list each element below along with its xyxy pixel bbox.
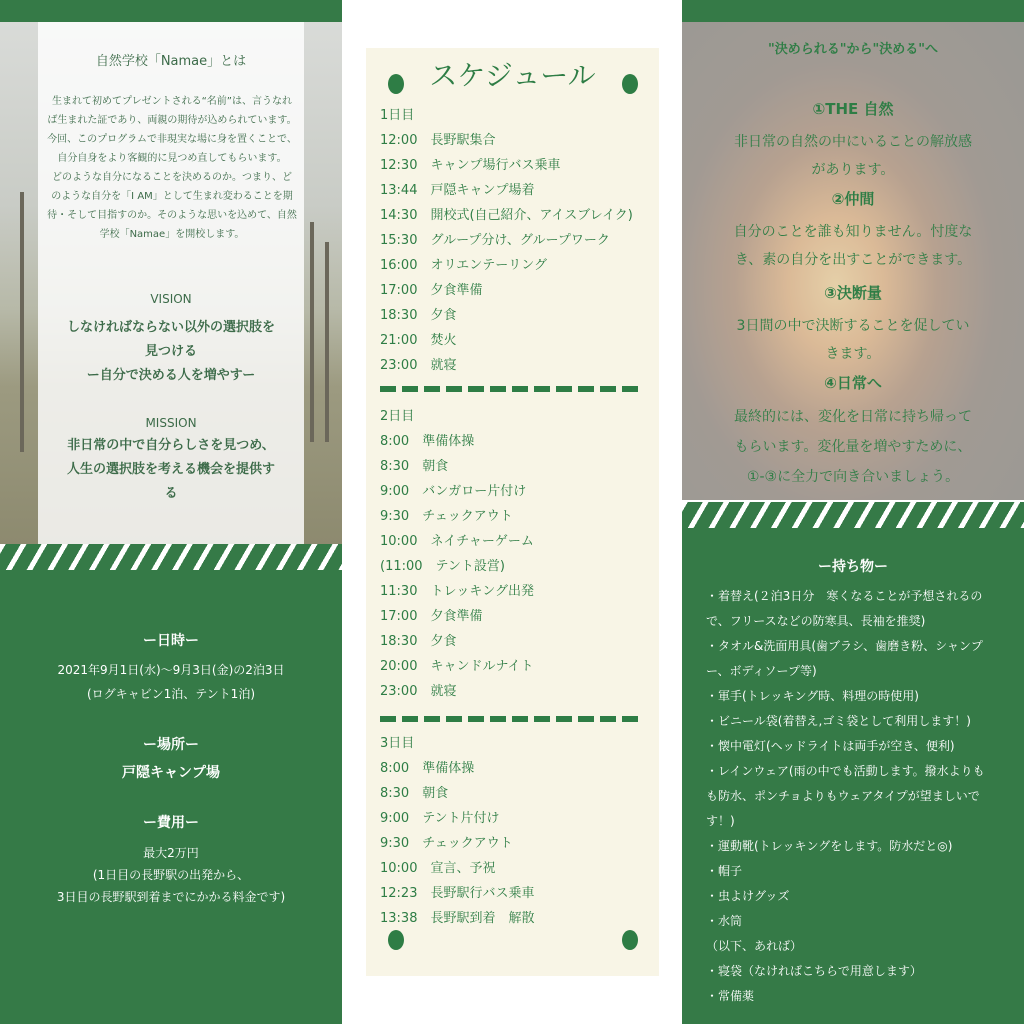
mission-text [38,434,304,506]
point3-text [682,312,1024,368]
point4-line: 最終的には、変化を日常に持ち帰って [734,409,972,425]
items-heading: ー持ち物ー [818,559,888,575]
date-line: (ログキャビン1泊、テント1泊) [86,687,256,701]
stripe-divider [682,502,1024,528]
item-line: ・レインウェア(雨の中でも活動します。撥水よりも [706,764,985,778]
about-card [38,22,304,544]
mission-heading: MISSION [145,416,197,430]
right-panel [682,0,1024,1024]
schedule-row: 23:00 就寝 [380,684,457,699]
top-bar [682,0,1024,22]
point4-line: もらいます。変化量を増やすために、 [734,439,972,455]
place-value: 戸隠キャンプ場 [122,765,220,781]
day-label: 1日目 [380,108,415,123]
item-line: ・寝袋（なければこちらで用意します） [706,964,922,978]
date-line: 2021年9月1日(水)〜9月3日(金)の2泊3日 [57,663,285,677]
schedule-row: 10:00 宣言、予祝 [380,861,496,876]
schedule-row: 12:00 長野駅集合 [380,133,496,148]
cost-line: 最大2万円 [143,846,199,860]
cost-line: 3日目の長野駅到着までにかかる料金です) [56,890,286,904]
dashed-divider [380,716,640,722]
point1-text [682,128,1024,184]
schedule-row: 20:00 キャンドルナイト [380,659,534,674]
point3-line: きます。 [825,346,881,362]
schedule-row: 9:30 チェックアウト [380,509,513,524]
point2-line: き、素の自分を出すことができます。 [734,252,972,268]
item-line: ・タオル&洗面用具(歯ブラシ、歯磨き粉、シャンプ [706,639,983,653]
schedule-title: スケジュール [429,59,596,92]
mission-line: 人生の選択肢を考える機会を提供す [66,462,275,477]
item-line: ・軍手(トレッキング時、料理の時使用) [706,689,919,703]
vision-line: しなければならない以外の選択肢を [66,320,275,335]
dot-decoration [388,930,404,950]
about-line: 自分自身をより客観的に見つめ直してもらいます。 [57,153,287,164]
item-line: （以下、あれば） [706,939,803,953]
vision-line: ー自分で決める人を増やすー [86,368,256,383]
schedule-row: 8:00 準備体操 [380,761,475,776]
point4-heading: ④日常へ [824,374,882,392]
item-line: ・着替え(２泊3日分 寒くなることが予想されるの [706,589,983,603]
vision-text [38,316,304,388]
point3-heading: ③決断量 [824,284,882,302]
photo-overlay [682,22,1024,500]
schedule-row: 15:30 グループ分け、グループワーク [380,233,610,248]
schedule-row: 11:30 トレッキング出発 [380,584,534,599]
about-line: 学校「Namae」を開校します。 [99,229,245,240]
schedule-row: 16:00 オリエンテーリング [380,258,547,273]
item-line: ・運動靴(トレッキングをします。防水だと◎) [706,839,953,853]
vision-line: 見つける [144,344,197,359]
about-line: どのような自分になることを決めるのか。つまり、ど [52,172,292,183]
day-label: 3日目 [380,736,415,751]
items-section [682,528,1024,1024]
schedule-row: 14:30 開校式(自己紹介、アイスブレイク) [380,208,633,223]
schedule-row: (11:00 テント設営) [380,559,505,574]
dot-decoration [622,930,638,950]
schedule-row: 10:00 ネイチャーゲーム [380,534,534,549]
schedule-row: 9:00 バンガロー片付け [380,484,527,499]
schedule-row: 12:23 長野駅行バス乗車 [380,886,535,901]
item-line: ・水筒 [706,914,743,928]
mission-line: 非日常の中で自分らしさを見つめ、 [67,438,275,453]
date-heading: ー日時ー [143,633,199,649]
about-line: ば生まれた証であり、両親の期待が込められています。 [47,115,297,126]
point1-heading: ①THE 自然 [812,100,894,118]
stripe-divider [0,544,342,570]
schedule-row: 12:30 キャンプ場行バス乗車 [380,158,561,173]
about-line: 待・そして目指すのか。そのような思いを込めて、自然 [47,210,297,221]
point2-line: 自分のことを誰も知りません。忖度な [733,224,973,240]
schedule-row: 18:30 夕食 [380,308,457,323]
item-line: す！) [706,814,735,828]
dashed-divider [380,386,640,392]
item-line: ・ビニール袋(着替え,ゴミ袋として利用します！) [706,714,971,728]
schedule-row: 17:00 夕食準備 [380,609,483,624]
schedule-row: 18:30 夕食 [380,634,457,649]
about-title: 自然学校「Namae」とは [95,54,247,69]
cost-line: (1日目の長野駅の出発から、 [92,868,250,882]
point1-line: 非日常の自然の中にいることの解放感 [734,134,972,150]
about-line: 今回、このプログラムで非現実な場に身を置くことで、 [47,134,297,145]
date-text [0,658,342,706]
point2-heading: ②仲間 [831,190,875,208]
item-line: ・帽子 [706,864,743,878]
point2-text [682,218,1024,274]
vision-heading: VISION [150,292,192,306]
schedule-row: 13:38 長野駅到着 解散 [380,911,535,926]
mission-line: る [164,486,178,501]
schedule-row: 21:00 焚火 [380,333,457,348]
left-panel [0,0,342,1024]
item-line: ー、ボディソープ等) [706,664,817,678]
point3-line: 3日間の中で決断することを促してい [736,318,970,334]
item-line: ・懐中電灯(ヘッドライトは両手が空き、便利) [706,739,955,753]
item-line: で、フリースなどの防寒具、長袖を推奨) [706,614,926,628]
item-line: ・虫よけグッズ [706,889,790,903]
schedule-card [366,48,659,976]
schedule-row: 8:30 朝食 [380,459,449,474]
point1-line: があります。 [811,162,895,178]
point4-line: ①-③に全力で向き合いましょう。 [746,469,960,485]
schedule-row: 8:00 準備体操 [380,434,475,449]
about-line: のような自分を「I AM」として生まれ変わることを期 [51,191,293,202]
schedule-row: 13:44 戸隠キャンプ場着 [380,183,535,198]
about-line: 生まれて初めてプレゼントされる“名前”は、言うなれ [52,96,292,107]
info-section [0,570,342,1024]
cost-heading: ー費用ー [143,815,199,831]
place-heading: ー場所ー [143,737,199,753]
cost-text [0,842,342,908]
concept-title: "決められる"から"決める"へ [767,42,939,57]
item-line: も防水、ポンチョよりもウェアタイプが望ましいで [706,789,980,803]
schedule-row: 23:00 就寝 [380,358,457,373]
schedule-row: 9:30 チェックアウト [380,836,513,851]
schedule-row: 9:00 テント片付け [380,811,500,826]
top-bar [0,0,342,22]
about-text [44,92,300,244]
day-label: 2日目 [380,409,415,424]
item-line: ・常備薬 [706,989,755,1003]
schedule-row: 17:00 夕食準備 [380,283,483,298]
point4-text [682,402,1024,492]
schedule-row: 8:30 朝食 [380,786,449,801]
schedule-panel [342,0,682,1024]
